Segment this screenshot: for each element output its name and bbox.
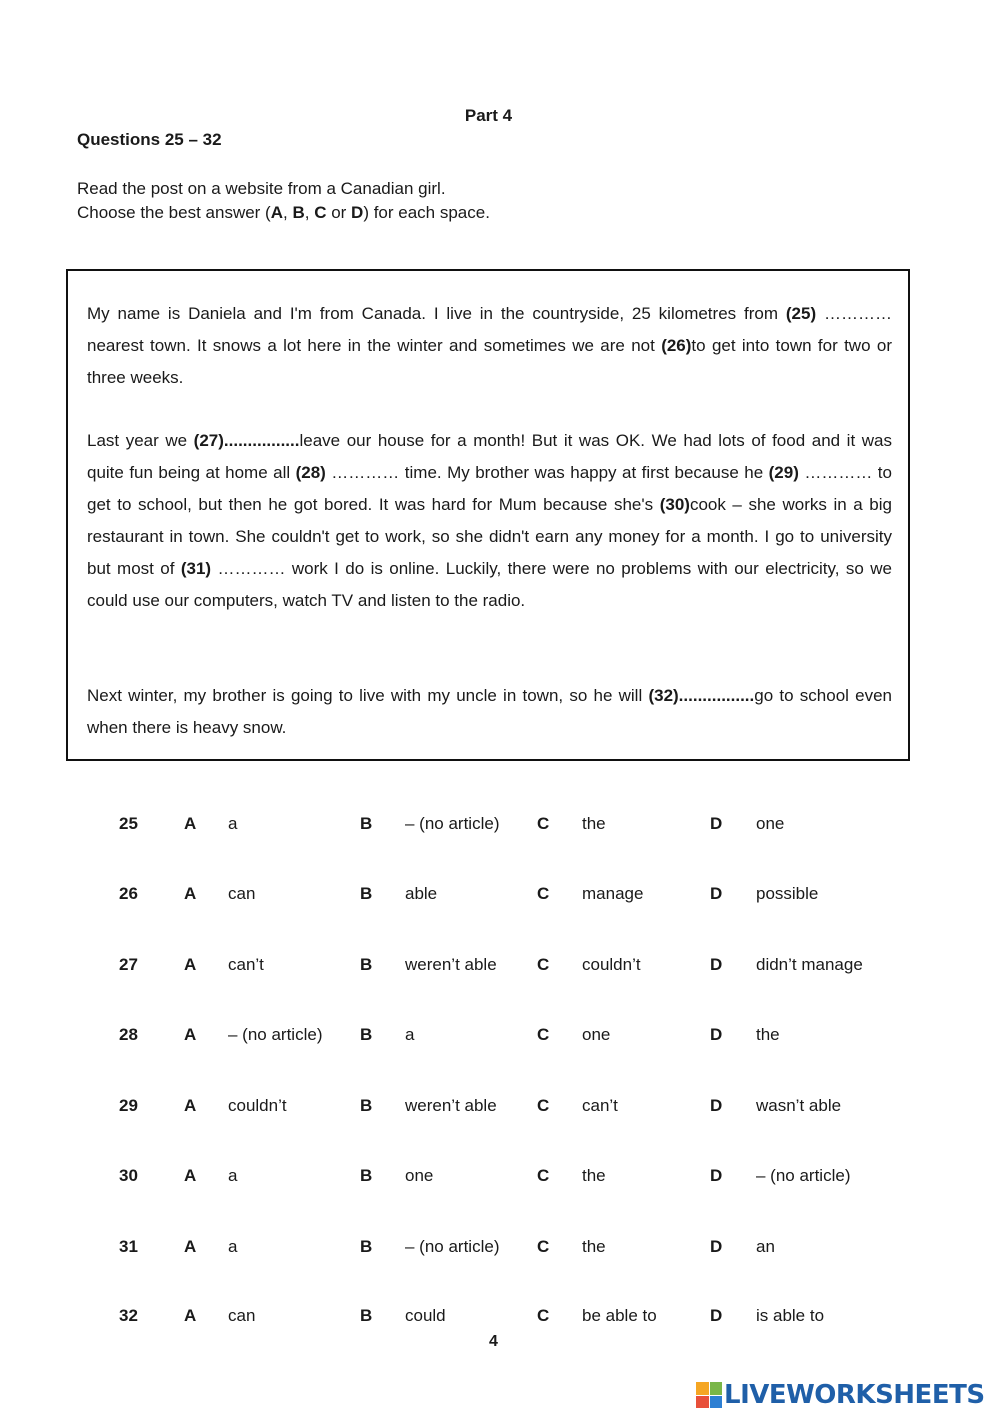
question-number: 26 bbox=[119, 884, 138, 903]
instruction-line-1: Read the post on a website from a Canadian girl. bbox=[77, 179, 446, 198]
option-a[interactable]: a bbox=[228, 1166, 238, 1185]
option-a[interactable]: can bbox=[228, 884, 256, 903]
option-letter-d: D bbox=[710, 1237, 723, 1256]
question-row bbox=[0, 814, 1000, 844]
option-letter-c: C bbox=[537, 1237, 550, 1256]
option-letter-b: B bbox=[360, 884, 373, 903]
option-letter-b: B bbox=[360, 814, 373, 833]
option-letter-d: D bbox=[710, 814, 723, 833]
instructions bbox=[77, 177, 490, 225]
question-row bbox=[0, 1237, 1000, 1267]
option-letter-c: C bbox=[537, 1306, 550, 1325]
option-letter-b: B bbox=[360, 1237, 373, 1256]
option-b[interactable]: – (no article) bbox=[405, 1237, 500, 1256]
option-letter-a: A bbox=[184, 884, 197, 903]
question-number: 27 bbox=[119, 955, 138, 974]
option-letter-c: C bbox=[537, 1025, 550, 1044]
option-letter-a: A bbox=[184, 1025, 197, 1044]
option-b[interactable]: able bbox=[405, 884, 438, 903]
liveworksheets-logo[interactable] bbox=[696, 1378, 985, 1412]
question-number: 32 bbox=[119, 1306, 138, 1325]
option-letter-a: A bbox=[184, 955, 197, 974]
option-c[interactable]: the bbox=[582, 1166, 606, 1185]
option-letter-c: C bbox=[537, 814, 550, 833]
question-row bbox=[0, 1306, 1000, 1336]
option-a[interactable]: a bbox=[228, 1237, 238, 1256]
option-letter-a: A bbox=[184, 1096, 197, 1115]
option-d[interactable]: one bbox=[756, 814, 785, 833]
option-letter-d: D bbox=[710, 955, 723, 974]
option-letter-d: D bbox=[710, 1025, 723, 1044]
option-a[interactable]: – (no article) bbox=[228, 1025, 323, 1044]
option-b[interactable]: could bbox=[405, 1306, 446, 1325]
option-b[interactable]: weren’t able bbox=[405, 1096, 497, 1115]
option-letter-b: B bbox=[360, 1306, 373, 1325]
option-letter-b: B bbox=[360, 1096, 373, 1115]
option-c[interactable]: the bbox=[582, 1237, 606, 1256]
option-c[interactable]: manage bbox=[582, 884, 644, 903]
option-c[interactable]: can’t bbox=[582, 1096, 618, 1115]
option-c[interactable]: couldn’t bbox=[582, 955, 641, 974]
option-b[interactable]: a bbox=[405, 1025, 415, 1044]
option-letter-c: C bbox=[537, 1096, 550, 1115]
gap-31: (31) bbox=[180, 559, 212, 578]
gap-28: (28) bbox=[295, 463, 326, 482]
option-letter-a: A bbox=[184, 814, 197, 833]
option-c[interactable]: the bbox=[582, 814, 606, 833]
gap-27: (27)................ bbox=[193, 431, 300, 450]
question-row bbox=[0, 955, 1000, 985]
option-d[interactable]: is able to bbox=[756, 1306, 825, 1325]
question-row bbox=[0, 1166, 1000, 1196]
gap-26: (26) bbox=[661, 336, 692, 355]
option-letter-b: B bbox=[360, 1025, 373, 1044]
gap-29: (29) bbox=[768, 463, 799, 482]
part-title: Part 4 bbox=[464, 106, 513, 125]
logo-text: LIVEWORKSHEETS bbox=[724, 1380, 985, 1410]
option-letter-a: A bbox=[184, 1166, 197, 1185]
option-d[interactable]: the bbox=[756, 1025, 780, 1044]
passage-paragraph-3: Next winter, my brother is going to live with my uncle in town, so he will (32)................go to school even when there is heavy snow. bbox=[87, 686, 892, 737]
gap-32: (32)................ bbox=[648, 686, 755, 705]
option-letter-d: D bbox=[710, 1166, 723, 1185]
gap-30: (30) bbox=[659, 495, 690, 514]
option-letter-a: A bbox=[184, 1306, 197, 1325]
option-a[interactable]: can bbox=[228, 1306, 256, 1325]
option-letter-d: D bbox=[710, 1096, 723, 1115]
passage-paragraph-1: My name is Daniela and I'm from Canada. I live in the countryside, 25 kilometres from (25) ………… nearest town. It snows a lot here in the winter and sometimes we are not (26)to get into town for two or three weeks. bbox=[87, 304, 892, 387]
option-letter-c: C bbox=[537, 884, 550, 903]
option-d[interactable]: – (no article) bbox=[756, 1166, 851, 1185]
option-letter-b: B bbox=[360, 1166, 373, 1185]
option-b[interactable]: one bbox=[405, 1166, 434, 1185]
option-b[interactable]: weren’t able bbox=[405, 955, 497, 974]
option-a[interactable]: can’t bbox=[228, 955, 264, 974]
option-b[interactable]: – (no article) bbox=[405, 814, 500, 833]
option-d[interactable]: wasn’t able bbox=[756, 1096, 842, 1115]
questions-range: Questions 25 – 32 bbox=[77, 130, 222, 149]
option-c[interactable]: be able to bbox=[582, 1306, 657, 1325]
option-letter-c: C bbox=[537, 955, 550, 974]
passage-paragraph-2: Last year we (27)................leave our house for a month! But it was OK. We had lots of food and it was quite fun being at home all (28) ………… time. My brother was happy at first because he (29) ………… to get to school, but then he got bored. It was hard for Mum because she's (30)cook – she works in a big restaurant in town. She couldn't get to work, so she didn't earn any money for a month. I go to university but most of (31) ………… work I do is online. Luckily, there were no problems with our electricity, so we could use our computers, watch TV and listen to the radio. bbox=[87, 431, 892, 610]
option-d[interactable]: possible bbox=[756, 884, 819, 903]
question-row bbox=[0, 884, 1000, 914]
question-number: 29 bbox=[119, 1096, 138, 1115]
question-number: 25 bbox=[119, 814, 138, 833]
option-d[interactable]: didn’t manage bbox=[756, 955, 863, 974]
gap-25: (25) bbox=[785, 304, 817, 323]
option-letter-d: D bbox=[710, 1306, 723, 1325]
question-row bbox=[0, 1096, 1000, 1126]
option-c[interactable]: one bbox=[582, 1025, 611, 1044]
question-number: 30 bbox=[119, 1166, 138, 1185]
option-letter-a: A bbox=[184, 1237, 197, 1256]
question-number: 28 bbox=[119, 1025, 138, 1044]
option-letter-b: B bbox=[360, 955, 373, 974]
page-number: 4 bbox=[489, 1333, 498, 1350]
option-d[interactable]: an bbox=[756, 1237, 775, 1256]
option-letter-c: C bbox=[537, 1166, 550, 1185]
instruction-line-2: Choose the best answer (A, B, C or D) for each space. bbox=[77, 203, 490, 222]
option-a[interactable]: couldn’t bbox=[228, 1096, 287, 1115]
passage-box bbox=[66, 269, 910, 761]
question-row bbox=[0, 1025, 1000, 1055]
liveworksheets-logo-icon bbox=[696, 1382, 722, 1408]
option-a[interactable]: a bbox=[228, 814, 238, 833]
question-number: 31 bbox=[119, 1237, 138, 1256]
option-letter-d: D bbox=[710, 884, 723, 903]
